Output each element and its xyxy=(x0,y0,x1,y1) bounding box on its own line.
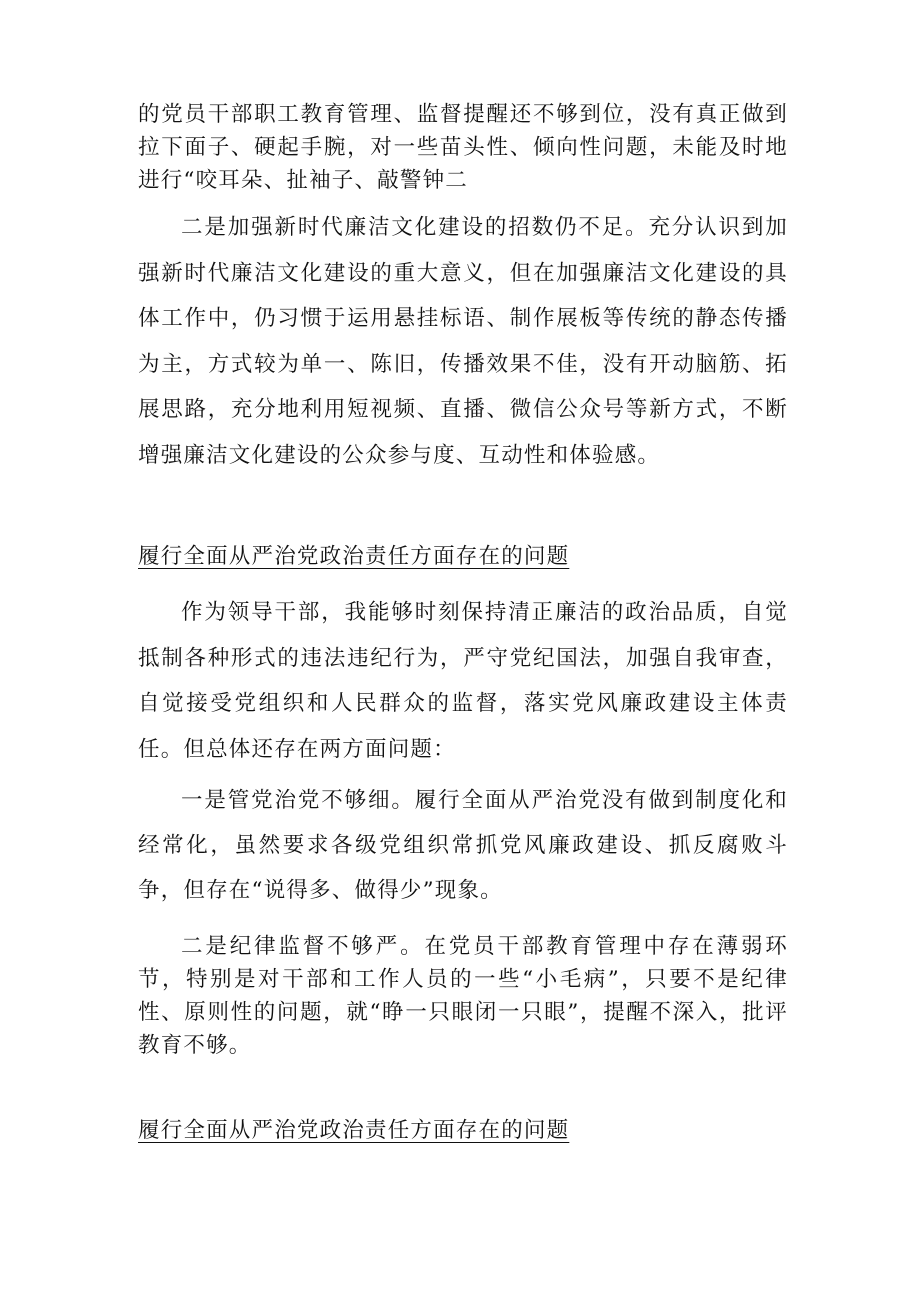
paragraph-top-fragment: 的党员干部职工教育管理、监督提醒还不够到位，没有真正做到拉下面子、硬起手腕，对一些苗头性、倾向性问题，未能及时地进行“咬耳朵、扯袖子、敲警钟二 xyxy=(138,102,788,193)
paragraph-section1-intro: 作为领导干部，我能够时刻保持清正廉洁的政治品质，自觉抵制各种形式的违法违纪行为，严守党纪国法，加强自我审查，自觉接受党组织和人民群众的监督，落实党风廉政建设主体责任。但总体还存在两方面问题： xyxy=(138,600,788,762)
section-heading-2: 履行全面从严治党政治责任方面存在的问题 xyxy=(138,1118,570,1143)
paragraph-section1-point2: 二是纪律监督不够严。在党员干部教育管理中存在薄弱环节，特别是对干部和工作人员的一些“小毛病”，只要不是纪律性、原则性的问题，就“睁一只眼闭一只眼”，提醒不深入，批评教育不够。 xyxy=(138,934,788,1058)
paragraph-culture-building: 二是加强新时代廉洁文化建设的招数仍不足。充分认识到加强新时代廉洁文化建设的重大意义，但在加强廉洁文化建设的具体工作中，仍习惯于运用悬挂标语、制作展板等传统的静态传播为主，方式较为单一、陈旧，传播效果不佳，没有开动脑筋、拓展思路，充分地利用短视频、直播、微信公众号等新方式，不断增强廉洁文化建设的公众参与度、互动性和体验感。 xyxy=(138,215,788,468)
paragraph-section1-point1: 一是管党治党不够细。履行全面从严治党没有做到制度化和经常化，虽然要求各级党组织常抓党风廉政建设、抓反腐败斗争，但存在“说得多、做得少”现象。 xyxy=(138,788,788,903)
section-heading-1: 履行全面从严治党政治责任方面存在的问题 xyxy=(138,544,570,569)
